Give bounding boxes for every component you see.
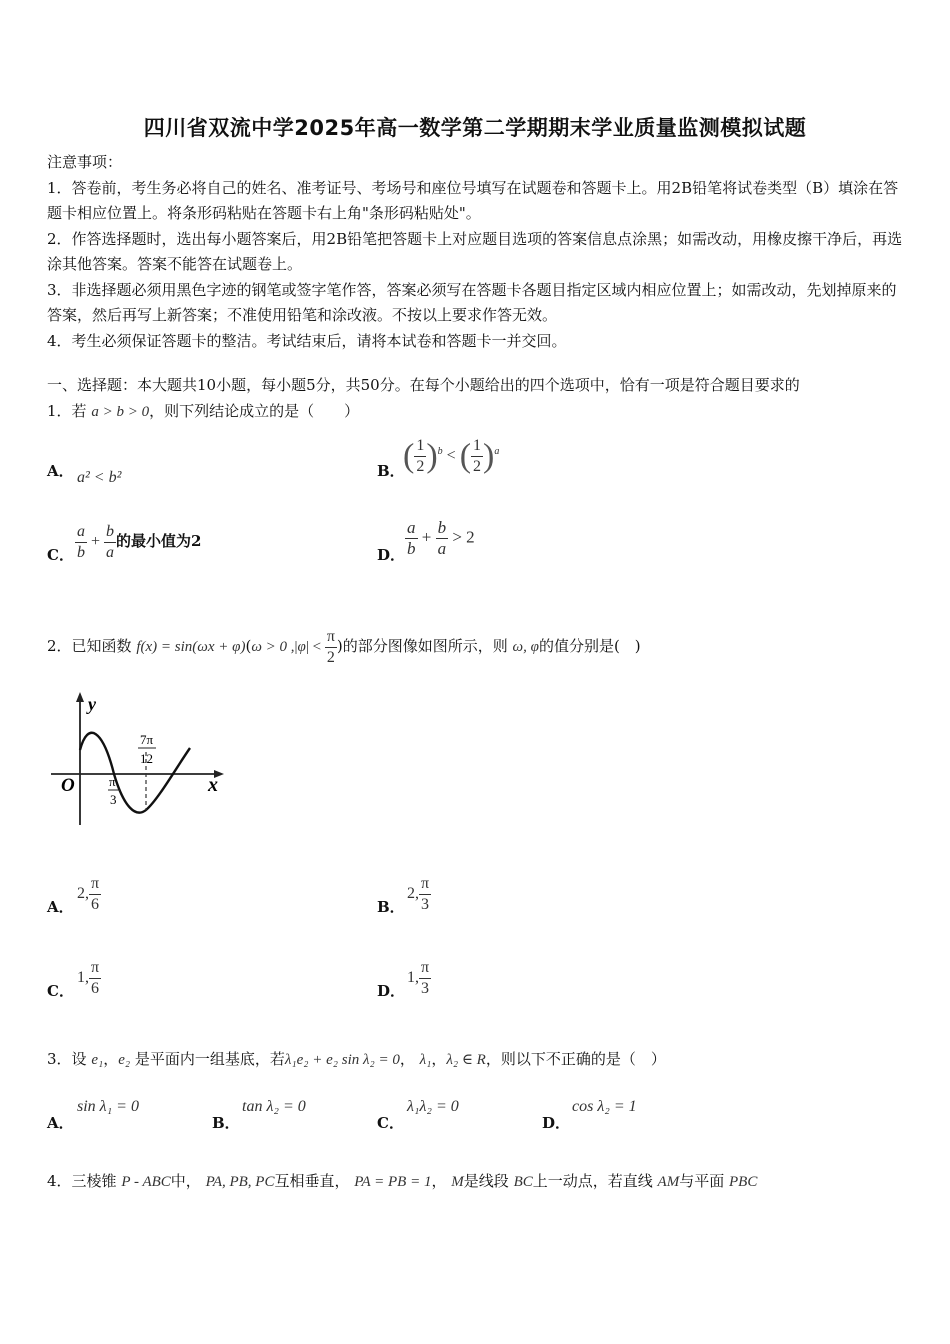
math-expression: PBC [729, 1174, 758, 1190]
fraction-num: π [89, 958, 101, 979]
notes [47, 150, 907, 354]
math-expression: 1, [407, 969, 419, 987]
q2-option-c [47, 980, 74, 1001]
page-title: 四川省双流中学2025年高一数学第二学期期末学业质量监测模拟试题 [143, 116, 807, 140]
question-text: 已知函数 [71, 636, 132, 655]
q1-option-d-math: $\frac{a}{b}$ + $\frac{b}{a}$ > 2 [407, 518, 475, 558]
math-expression: f(x) = sin(ωx + φ) [136, 638, 246, 655]
option-label: A． [47, 1114, 74, 1132]
option-label: C． [377, 1114, 404, 1132]
q1-option-a-math: a² < b² [77, 469, 122, 486]
option-text: 的最小值为2 [116, 532, 202, 551]
option-label: D． [377, 982, 406, 1000]
fraction-num: π [89, 874, 101, 895]
q3-option-b [212, 1112, 240, 1133]
tick-left-den: 3 [110, 792, 117, 807]
math-expression: ω > 0 , [251, 638, 295, 655]
q3-option-d [542, 1112, 570, 1133]
question-4 [47, 1170, 757, 1191]
question-2 [47, 627, 641, 668]
math-expression: λ₂ ∈ R [446, 1052, 486, 1068]
q3-option-a [47, 1112, 74, 1133]
math-expression: e₂ [118, 1052, 131, 1068]
question-text: ， [103, 1050, 119, 1068]
question-text: ，则以下不正确的是（ ） [485, 1050, 666, 1068]
notes-item: 3．非选择题必须用黑色字迹的钢笔或签字笔作答，答案必须写在答题卡各题目指定区域内相应位置上；如需改动，先划掉原来的答案，然后再写上新答案；不准使用铅笔和涂改液。不按以上要求作答无效。 [47, 280, 897, 324]
fraction-den: 3 [421, 980, 430, 997]
option-label: A． [47, 898, 74, 916]
notes-heading: 注意事项： [47, 153, 123, 171]
fraction-den: 6 [91, 980, 100, 997]
option-label: C． [47, 546, 74, 564]
notes-item: 2．作答选择题时，选出每小题答案后，用2B铅笔把答题卡上对应题目选项的答案信息点涂黑；如需改动，用橡皮擦干净后，再选涂其他答案。答案不能答在试题卷上。 [47, 229, 903, 273]
question-text: ( [245, 636, 252, 655]
question-text: 是线段 [463, 1172, 509, 1190]
option-label: A． [47, 462, 74, 480]
x-label: x [208, 774, 218, 796]
question-number: 1． [47, 402, 72, 420]
q3-option-c [377, 1112, 404, 1133]
question-1 [47, 400, 359, 421]
question-text: 若 [71, 402, 87, 420]
fraction-num: π [419, 958, 431, 979]
q1-option-c [47, 544, 74, 565]
q2-option-a [47, 896, 74, 917]
option-label: D． [542, 1114, 571, 1132]
q3-option-a-math: sin λ₁ = 0 [77, 1098, 139, 1115]
fraction-num: π [419, 874, 431, 895]
q3-option-b-math: tan λ₂ = 0 [242, 1098, 306, 1115]
q3-option-c-math: λ₁λ₂ = 0 [407, 1098, 459, 1115]
math-expression: M [451, 1174, 464, 1190]
question-number: 2． [47, 636, 72, 655]
option-label: B． [212, 1114, 240, 1132]
section-heading: 一、选择题：本大题共10小题，每小题5分，共50分。在每个小题给出的四个选项中，恰有一项是符合题目要求的 [47, 376, 800, 394]
option-label: B． [377, 462, 405, 480]
math-expression: ω, φ [512, 638, 539, 655]
sine-graph [48, 690, 233, 835]
tick-right-den: 12 [140, 751, 153, 766]
question-text: 上一动点，若直线 [532, 1172, 653, 1190]
question-text: ， [399, 1050, 415, 1068]
fraction-den: 3 [421, 896, 430, 913]
q1-option-d [377, 544, 405, 565]
tick-left-num: π [109, 774, 116, 789]
question-text: 三棱锥 [71, 1172, 117, 1190]
math-operator: < [446, 447, 456, 465]
q1-option-b [377, 460, 405, 481]
y-label: y [88, 694, 96, 714]
q2-option-a-math [77, 874, 101, 915]
math-expression: λ₁ [419, 1052, 432, 1068]
math-expression: 2, [77, 885, 89, 903]
math-expression: PA, PB, PC [205, 1174, 275, 1190]
q2-option-d-math [407, 958, 431, 999]
q2-option-b [377, 896, 405, 917]
question-text: )的部分图像如图所示，则 [336, 636, 508, 655]
option-label: C． [47, 982, 74, 1000]
math-expression: 2, [407, 885, 419, 903]
sine-curve [80, 733, 190, 813]
q1-option-c-math: $\frac{a}{b}$ + $\frac{b}{a}$ 的最小值为2 [77, 523, 202, 561]
origin-label: O [61, 775, 75, 796]
phi-condition: |φ| < $\frac{\pi}{2}$ [294, 628, 335, 666]
question-number: 3． [47, 1050, 72, 1068]
tick-right-num: 7π [140, 732, 154, 747]
option-label: D． [377, 546, 406, 564]
math-expression: BC [513, 1174, 533, 1190]
question-text: 中， [170, 1172, 201, 1190]
fraction-den: 6 [91, 896, 100, 913]
option-label: B． [377, 898, 405, 916]
math-expression: > 2 [452, 527, 475, 547]
math-expression: λ₁e₂ + e₂ sin λ₂ = 0 [284, 1052, 400, 1068]
math-expression: e₁ [91, 1052, 104, 1068]
math-expression: a > b > 0 [91, 404, 150, 420]
question-text: ， [431, 1050, 447, 1068]
question-text: 互相垂直， [274, 1172, 350, 1190]
question-text: 是平面内一组基底，若 [134, 1050, 285, 1068]
question-3 [47, 1048, 666, 1069]
q1-option-b-math: ( $\frac{1}{2}$ )$^b$ < ( $\frac{1}{2}$ )$^a$ [403, 437, 500, 475]
question-text: 与平面 [679, 1172, 725, 1190]
notes-item: 1．答卷前，考生务必将自己的姓名、准考证号、考场号和座位号填写在试题卷和答题卡上。用2B铅笔将试卷类型（B）填涂在答题卡相应位置上。将条形码粘贴在答题卡右上角"条形码粘贴处"。 [47, 178, 899, 222]
question-text: ，则下列结论成立的是（ ） [149, 402, 360, 420]
q2-option-b-math [407, 874, 431, 915]
q2-option-c-math [77, 958, 101, 999]
math-expression: 1, [77, 969, 89, 987]
question-text: ， [431, 1172, 447, 1190]
question-number: 4． [47, 1172, 72, 1190]
math-expression: AM [657, 1174, 680, 1190]
question-text: 设 [71, 1050, 87, 1068]
notes-item: 4．考生必须保证答题卡的整洁。考试结束后，请将本试卷和答题卡一并交回。 [47, 331, 567, 350]
q2-option-d [377, 980, 405, 1001]
math-expression: P - ABC [121, 1174, 171, 1190]
question-text: 的值分别是( ) [538, 636, 641, 655]
y-axis-arrow [76, 692, 84, 702]
q1-option-a [47, 460, 74, 481]
q3-option-d-math: cos λ₂ = 1 [572, 1098, 637, 1115]
math-expression: PA = PB = 1 [354, 1174, 432, 1190]
